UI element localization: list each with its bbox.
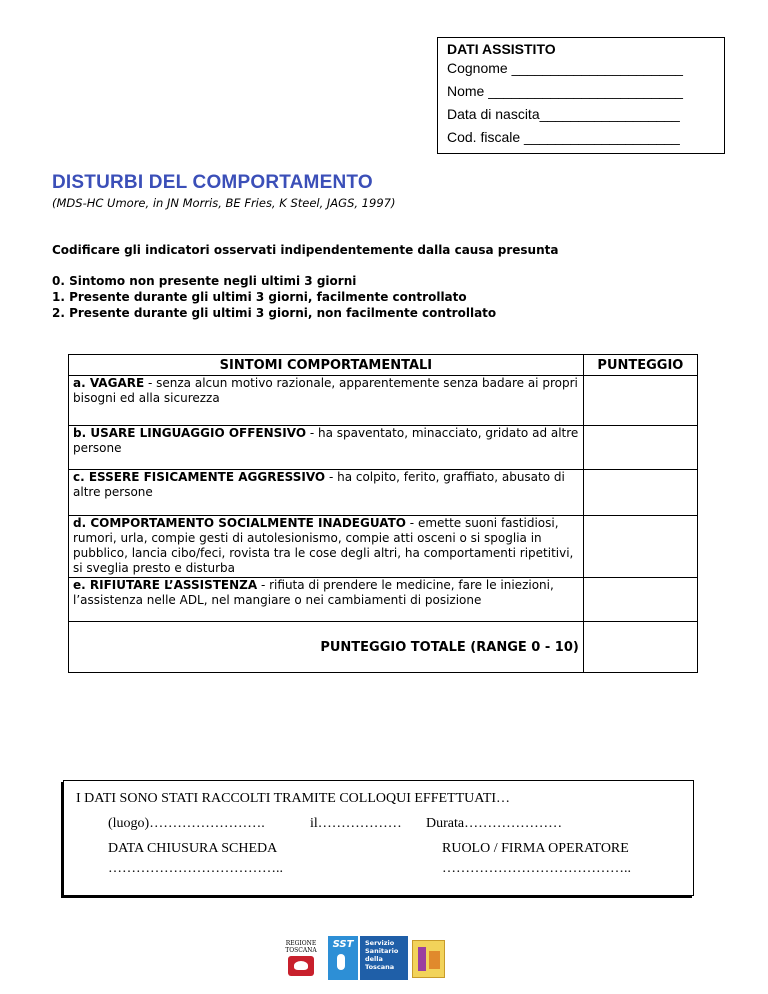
logos-strip bbox=[280, 936, 450, 980]
legend-item: 1. Presente durante gli ultimi 3 giorni, facilmente controllato bbox=[52, 290, 467, 304]
symptom-text: - ha spaventato, minacciato, gridato ad altre persone bbox=[73, 426, 579, 455]
symptom-label: d. COMPORTAMENTO SOCIALMENTE INADEGUATO bbox=[73, 516, 406, 530]
regione-toscana-logo bbox=[280, 940, 322, 978]
table-row bbox=[69, 516, 698, 578]
page-title: DISTURBI DEL COMPORTAMENTO bbox=[52, 172, 373, 193]
symptom-label: e. RIFIUTARE L’ASSISTENZA bbox=[73, 578, 258, 592]
table-row bbox=[69, 470, 698, 516]
symptom-description bbox=[69, 578, 584, 622]
total-score-cell[interactable] bbox=[583, 622, 697, 673]
logo-line: Sanitario bbox=[365, 947, 399, 955]
symptom-label: c. ESSERE FISICAMENTE AGGRESSIVO bbox=[73, 470, 326, 484]
symptom-label: a. VAGARE bbox=[73, 376, 145, 390]
score-header: PUNTEGGIO bbox=[583, 355, 697, 376]
score-legend bbox=[52, 273, 496, 321]
surname-field[interactable]: Cognome ______________________ bbox=[447, 60, 683, 76]
score-cell[interactable] bbox=[583, 376, 697, 426]
operator-role-label: RUOLO / FIRMA OPERATORE bbox=[442, 841, 629, 856]
closing-date-label: DATA CHIUSURA SCHEDA bbox=[108, 841, 278, 856]
table-row bbox=[69, 426, 698, 470]
collection-heading: I DATI SONO STATI RACCOLTI TRAMITE COLLOQUI EFFETTUATI… bbox=[76, 791, 511, 806]
servizio-sanitario-logo bbox=[360, 936, 408, 980]
operator-signature-field[interactable]: ………………………………….. bbox=[442, 861, 631, 876]
symptom-description bbox=[69, 376, 584, 426]
legend-item: 2. Presente durante gli ultimi 3 giorni, non facilmente controllato bbox=[52, 306, 497, 320]
sst-text: SST bbox=[332, 939, 354, 950]
table-row bbox=[69, 376, 698, 426]
symptom-text: - senza alcun motivo razionale, apparentemente senza badare ai propri bisogni ed alla sicurezza bbox=[73, 376, 578, 405]
legend-item: 0. Sintomo non presente negli ultimi 3 giorni bbox=[52, 274, 357, 288]
symptom-description bbox=[69, 426, 584, 470]
duration-field[interactable]: Durata………………… bbox=[426, 816, 563, 831]
patient-data-box bbox=[437, 37, 725, 154]
symptom-description bbox=[69, 470, 584, 516]
symptom-text: - emette suoni fastidiosi, rumori, urla, compie gesti di autolesionismo, compie atti osceni o si spoglia in pubblico, lancia cibo/feci, rovista tra le cose degli altri, ha comportamenti ripetitivi, si sveglia presto e disturba bbox=[73, 516, 574, 575]
regione-toscana-text: REGIONE TOSCANA bbox=[285, 940, 317, 954]
score-cell[interactable] bbox=[583, 470, 697, 516]
pegasus-icon bbox=[288, 956, 314, 976]
score-cell[interactable] bbox=[583, 426, 697, 470]
sst-logo bbox=[328, 936, 358, 980]
patient-box-title: DATI ASSISTITO bbox=[447, 41, 556, 57]
place-field[interactable]: (luogo)……………………. bbox=[108, 816, 265, 831]
total-label: PUNTEGGIO TOTALE (RANGE 0 - 10) bbox=[69, 622, 584, 673]
instruction-text: Codificare gli indicatori osservati indipendentemente dalla causa presunta bbox=[52, 243, 559, 257]
table-header-row bbox=[69, 355, 698, 376]
symptom-description bbox=[69, 516, 584, 578]
symptoms-table bbox=[68, 354, 698, 673]
symptom-label: b. USARE LINGUAGGIO OFFENSIVO bbox=[73, 426, 307, 440]
tax-code-field[interactable]: Cod. fiscale ____________________ bbox=[447, 129, 680, 145]
local-health-logo-icon bbox=[412, 940, 445, 978]
total-row bbox=[69, 622, 698, 673]
symptom-text: - ha colpito, ferito, graffiato, abusato di altre persone bbox=[73, 470, 565, 499]
logo-line: della bbox=[365, 955, 383, 963]
page-subtitle: (MDS-HC Umore, in JN Morris, BE Fries, K Steel, JAGS, 1997) bbox=[52, 196, 396, 210]
data-collection-box bbox=[63, 780, 694, 896]
symptoms-header: SINTOMI COMPORTAMENTALI bbox=[69, 355, 584, 376]
closing-date-field[interactable]: ……………………………….. bbox=[108, 861, 283, 876]
name-field[interactable]: Nome _________________________ bbox=[447, 83, 683, 99]
symptom-text: - rifiuta di prendere le medicine, fare le iniezioni, l’assistenza nelle ADL, nel mangiare o nei cambiamenti di posizione bbox=[73, 578, 554, 607]
logo-line: Toscana bbox=[365, 963, 395, 971]
score-cell[interactable] bbox=[583, 578, 697, 622]
date-field[interactable]: il……………… bbox=[310, 816, 402, 831]
birthdate-field[interactable]: Data di nascita__________________ bbox=[447, 106, 680, 122]
score-cell[interactable] bbox=[583, 516, 697, 578]
table-row bbox=[69, 578, 698, 622]
person-icon bbox=[337, 954, 345, 970]
logo-line: Servizio bbox=[365, 939, 395, 947]
